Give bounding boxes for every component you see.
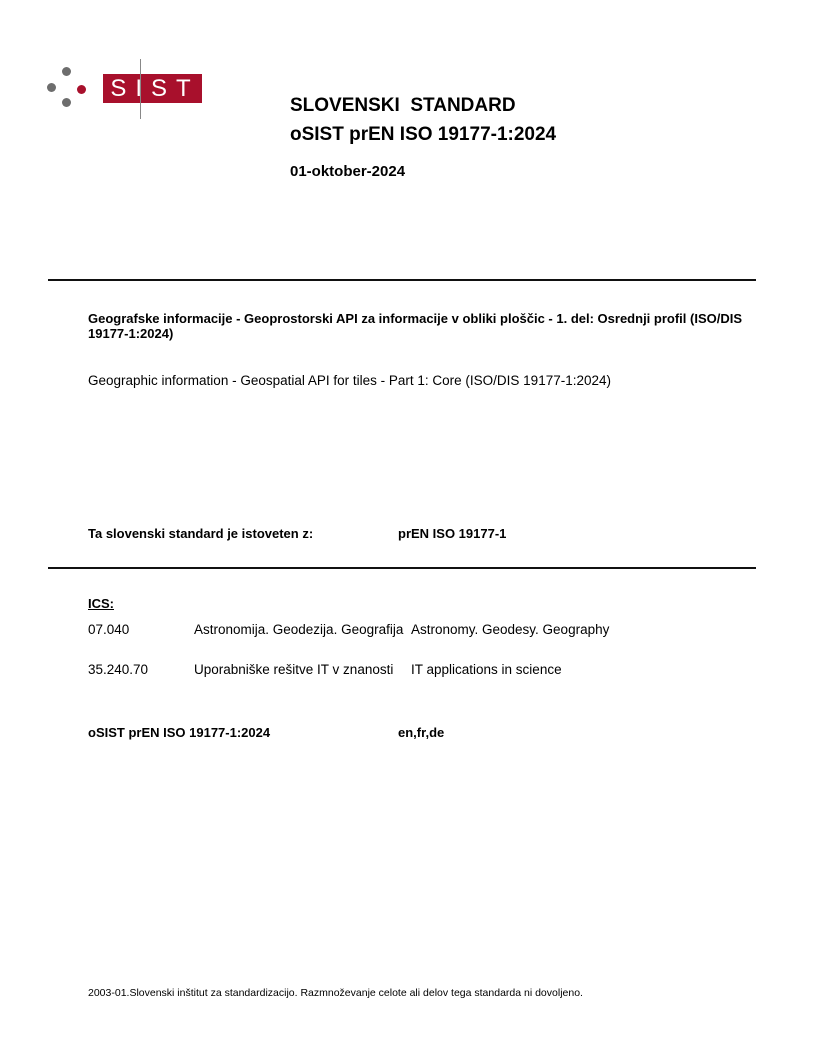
- document-languages: en,fr,de: [398, 725, 445, 740]
- ics-code: 07.040: [88, 622, 130, 637]
- logo-dot-top-icon: [62, 67, 71, 76]
- publication-date: 01-oktober-2024: [290, 163, 406, 180]
- divider-top: [48, 279, 756, 281]
- standard-number-heading: oSIST prEN ISO 19177-1:2024: [290, 124, 557, 145]
- logo-dot-left-icon: [47, 83, 56, 92]
- ics-slovenian-description: Uporabniške rešitve IT v znanosti: [194, 662, 394, 677]
- logo-dot-red-icon: [77, 85, 86, 94]
- ics-code: 35.240.70: [88, 662, 149, 677]
- ics-english-description: Astronomy. Geodesy. Geography: [411, 622, 610, 637]
- standard-type-heading: SLOVENSKI STANDARD: [290, 95, 516, 116]
- logo-dot-bottom-icon: [62, 98, 71, 107]
- logo-text: SIST: [110, 75, 200, 102]
- ics-english-description: IT applications in science: [411, 662, 562, 677]
- ics-slovenian-description: Astronomija. Geodezija. Geografija: [194, 622, 404, 637]
- document-id: oSIST prEN ISO 19177-1:2024: [88, 725, 271, 740]
- identical-to-value: prEN ISO 19177-1: [398, 526, 507, 541]
- ics-heading: ICS:: [88, 596, 114, 611]
- copyright-notice: 2003-01.Slovenski inštitut za standardizacijo. Razmnoževanje celote ali delov tega standarda ni dovoljeno.: [88, 987, 583, 999]
- english-title: Geographic information - Geospatial API for tiles - Part 1: Core (ISO/DIS 19177-1:2024): [88, 373, 611, 388]
- divider-middle: [48, 567, 756, 569]
- slovenian-title: Geografske informacije - Geoprostorski API za informacije v obliki ploščic - 1. del: Osrednji profil (ISO/DIS 19177-1:2024): [88, 311, 743, 341]
- identical-to-label: Ta slovenski standard je istoveten z:: [88, 526, 314, 541]
